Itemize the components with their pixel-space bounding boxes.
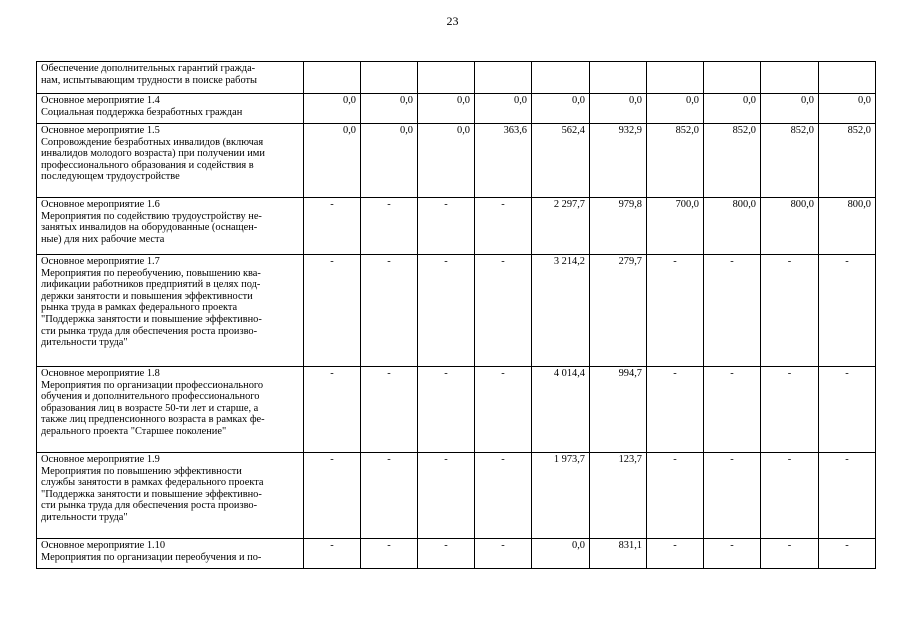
funding-value-cell: 0,0 (475, 94, 532, 124)
funding-value-cell: 800,0 (761, 198, 819, 255)
funding-value-cell: 0,0 (418, 124, 475, 198)
activity-description-line: образования лиц в возрасте 50-ти лет и старше, а (41, 402, 259, 414)
activity-description-line: Мероприятия по организации переобучения и по- (41, 551, 262, 563)
funding-value-cell: 979,8 (590, 198, 647, 255)
activity-description-line: Основное мероприятие 1.7 (41, 256, 160, 267)
funding-value-cell: - (475, 255, 532, 367)
funding-value-cell: - (647, 453, 704, 539)
activity-description-line: Основное мероприятие 1.6 (41, 199, 160, 210)
funding-value-cell: 0,0 (761, 94, 819, 124)
table-row (37, 94, 876, 124)
funding-value-cell: - (819, 367, 876, 453)
activity-description-line: Мероприятия по повышению эффективности (41, 465, 242, 477)
funding-value-cell: - (704, 453, 761, 539)
funding-value-cell: 0,0 (418, 94, 475, 124)
activity-description-line: Сопровождение безработных инвалидов (включая (41, 136, 264, 148)
funding-value-cell (418, 62, 475, 94)
activity-description-line: Основное мероприятие 1.9 (41, 454, 160, 465)
activity-description-line: службы занятости в рамках федерального проекта (41, 477, 264, 489)
activity-description-line: рынка труда в рамках федерального проекта (41, 302, 238, 314)
activity-description-line: Основное мероприятие 1.4 (41, 95, 160, 106)
activity-description-line: дительности труда" (41, 511, 128, 523)
activity-description-cell (37, 367, 304, 453)
funding-value-cell (590, 62, 647, 94)
table-row (37, 367, 876, 453)
funding-value-cell: 279,7 (590, 255, 647, 367)
funding-value-cell: 852,0 (819, 124, 876, 198)
funding-value-cell: - (475, 198, 532, 255)
activity-description-line: Социальная поддержка безработных граждан (41, 106, 243, 118)
activity-description-line: профессионального образования и содействия в (41, 159, 254, 171)
funding-value-cell: - (418, 255, 475, 367)
funding-value-cell: 1 973,7 (532, 453, 590, 539)
funding-value-cell: - (761, 539, 819, 569)
funding-value-cell (761, 62, 819, 94)
activity-description-line: инвалидов молодого возраста) при получении ими (41, 148, 265, 160)
activity-description-cell (37, 94, 304, 124)
funding-value-cell: 0,0 (819, 94, 876, 124)
funding-value-cell: 852,0 (704, 124, 761, 198)
funding-value-cell: - (819, 539, 876, 569)
funding-value-cell (304, 62, 361, 94)
funding-value-cell: - (647, 367, 704, 453)
funding-value-cell: 0,0 (532, 94, 590, 124)
activity-description-cell (37, 539, 304, 569)
activity-description-line: обучения и дополнительного профессионального (41, 391, 260, 403)
activity-description-line: Основное мероприятие 1.5 (41, 125, 160, 136)
funding-value-cell: 2 297,7 (532, 198, 590, 255)
funding-value-cell: 0,0 (304, 124, 361, 198)
funding-value-cell: 852,0 (761, 124, 819, 198)
table-row (37, 198, 876, 255)
table-row (37, 539, 876, 569)
funding-value-cell: - (361, 539, 418, 569)
funding-value-cell (819, 62, 876, 94)
activity-description-cell (37, 124, 304, 198)
funding-value-cell: - (361, 367, 418, 453)
funding-value-cell: - (475, 453, 532, 539)
activity-description-cell (37, 198, 304, 255)
funding-value-cell: - (761, 255, 819, 367)
funding-value-cell: - (361, 255, 418, 367)
activity-description-line: дительности труда" (41, 337, 128, 349)
page-number: 23 (446, 14, 459, 28)
funding-value-cell: - (361, 453, 418, 539)
funding-value-cell: 363,6 (475, 124, 532, 198)
funding-value-cell: 123,7 (590, 453, 647, 539)
table-row (37, 124, 876, 198)
funding-value-cell: 0,0 (532, 539, 590, 569)
funding-value-cell: - (304, 198, 361, 255)
activity-description-line: Основное мероприятие 1.8 (41, 368, 160, 379)
funding-value-cell: 852,0 (647, 124, 704, 198)
funding-value-cell: 3 214,2 (532, 255, 590, 367)
activity-description-line: ные) для них рабочие места (41, 233, 165, 245)
funding-value-cell: - (647, 255, 704, 367)
funding-value-cell: - (418, 198, 475, 255)
activity-description-cell (37, 453, 304, 539)
activity-description-line: Мероприятия по организации профессионального (41, 379, 264, 391)
funding-value-cell: 0,0 (704, 94, 761, 124)
funding-value-cell: 562,4 (532, 124, 590, 198)
funding-value-cell: 994,7 (590, 367, 647, 453)
funding-value-cell: - (304, 453, 361, 539)
funding-value-cell: - (418, 367, 475, 453)
funding-value-cell: 831,1 (590, 539, 647, 569)
funding-value-cell: - (418, 453, 475, 539)
funding-value-cell: - (761, 453, 819, 539)
activity-description-line: занятых инвалидов на оборудованные (оснащен- (41, 222, 258, 234)
funding-value-cell: 800,0 (819, 198, 876, 255)
table-row (37, 255, 876, 367)
funding-value-cell: 0,0 (361, 94, 418, 124)
funding-value-cell: - (647, 539, 704, 569)
table-row (37, 453, 876, 539)
activity-description-line: дерального проекта "Старшее поколение" (41, 425, 227, 437)
funding-value-cell: - (304, 255, 361, 367)
table-row (37, 62, 876, 94)
funding-value-cell: 932,9 (590, 124, 647, 198)
funding-value-cell: - (475, 539, 532, 569)
activity-description-line: сти рынка труда для обеспечения роста произво- (41, 325, 258, 337)
activity-description-cell (37, 255, 304, 367)
funding-value-cell (475, 62, 532, 94)
activity-description-line: Мероприятия по содействию трудоустройству не- (41, 210, 262, 222)
activity-description-line: "Поддержка занятости и повышение эффективно- (41, 313, 262, 325)
activity-description-line: лификации работников предприятий в целях под- (41, 279, 261, 291)
activity-description-line: также лиц предпенсионного возраста в рамках фе- (41, 414, 265, 426)
funding-value-cell: 0,0 (304, 94, 361, 124)
funding-value-cell (704, 62, 761, 94)
funding-value-cell (647, 62, 704, 94)
funding-value-cell: - (304, 367, 361, 453)
funding-value-cell: - (304, 539, 361, 569)
activity-description-line: Основное мероприятие 1.10 (41, 540, 166, 551)
activity-description-line: Обеспечение дополнительных гарантий гражда- (41, 63, 256, 74)
funding-value-cell: 0,0 (361, 124, 418, 198)
funding-value-cell (361, 62, 418, 94)
activity-description-line: держки занятости и повышения эффективности (41, 290, 253, 302)
funding-value-cell: - (361, 198, 418, 255)
funding-value-cell: - (704, 367, 761, 453)
funding-value-cell: - (819, 255, 876, 367)
funding-value-cell: - (418, 539, 475, 569)
table-body (37, 62, 876, 569)
funding-value-cell: 800,0 (704, 198, 761, 255)
activity-description-cell (37, 62, 304, 94)
funding-value-cell: 4 014,4 (532, 367, 590, 453)
funding-value-cell: - (475, 367, 532, 453)
funding-value-cell: - (704, 539, 761, 569)
activity-description-line: "Поддержка занятости и повышение эффективно- (41, 488, 262, 500)
activity-description-line: последующем трудоустройстве (41, 171, 180, 183)
activity-description-line: Мероприятия по переобучению, повышению ква- (41, 267, 261, 279)
budget-table (36, 61, 876, 569)
activity-description-line: нам, испытывающим трудности в поиске работы (41, 74, 258, 86)
funding-value-cell: - (704, 255, 761, 367)
funding-value-cell: - (819, 453, 876, 539)
funding-value-cell: 700,0 (647, 198, 704, 255)
funding-value-cell: 0,0 (647, 94, 704, 124)
funding-value-cell: 0,0 (590, 94, 647, 124)
activity-description-line: сти рынка труда для обеспечения роста произво- (41, 500, 258, 512)
funding-value-cell: - (761, 367, 819, 453)
funding-value-cell (532, 62, 590, 94)
